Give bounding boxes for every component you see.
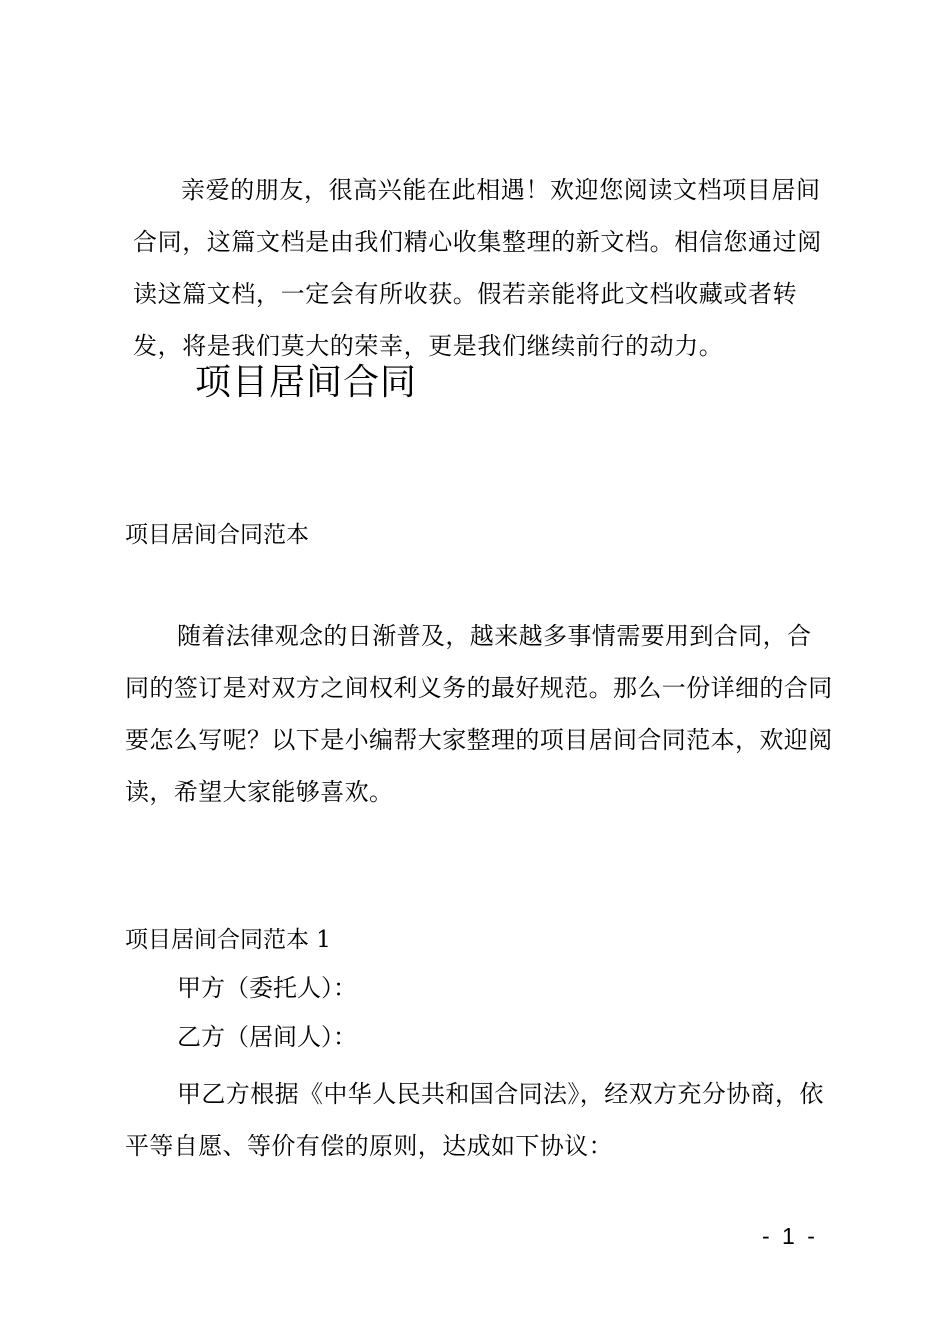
preface-paragraph: 随着法律观念的日渐普及，越来越多事情需要用到合同，合同的签订是对双方之间权利义务的最好规范。那么一份详细的合同要怎么写呢？以下是小编帮大家整理的项目居间合同范本，欢迎阅读，希望大家能够喜欢。 <box>125 622 833 806</box>
party-a-line: 甲方（委托人）： <box>177 974 357 1002</box>
intro-paragraph: 亲爱的朋友，很高兴能在此相遇！欢迎您阅读文档项目居间合同，这篇文档是由我们精心收集整理的新文档。相信您通过阅读这篇文档，一定会有所收获。假若亲能将此文档收藏或者转发，将是我们莫大的荣幸，更是我们继续前行的动力。 <box>133 176 822 360</box>
party-b-line: 乙方（居间人）： <box>177 1023 357 1051</box>
page-number: - 1 - <box>762 1223 818 1249</box>
document-title: 项目居间合同 <box>195 362 418 403</box>
section-heading: 项目居间合同范本 <box>125 522 309 548</box>
template-heading: 项目居间合同范本 1 <box>125 927 331 953</box>
agreement-paragraph: 甲乙方根据《中华人民共和国合同法》，经双方充分协商，依平等自愿、等价有偿的原则，达成如下协议： <box>125 1080 824 1160</box>
